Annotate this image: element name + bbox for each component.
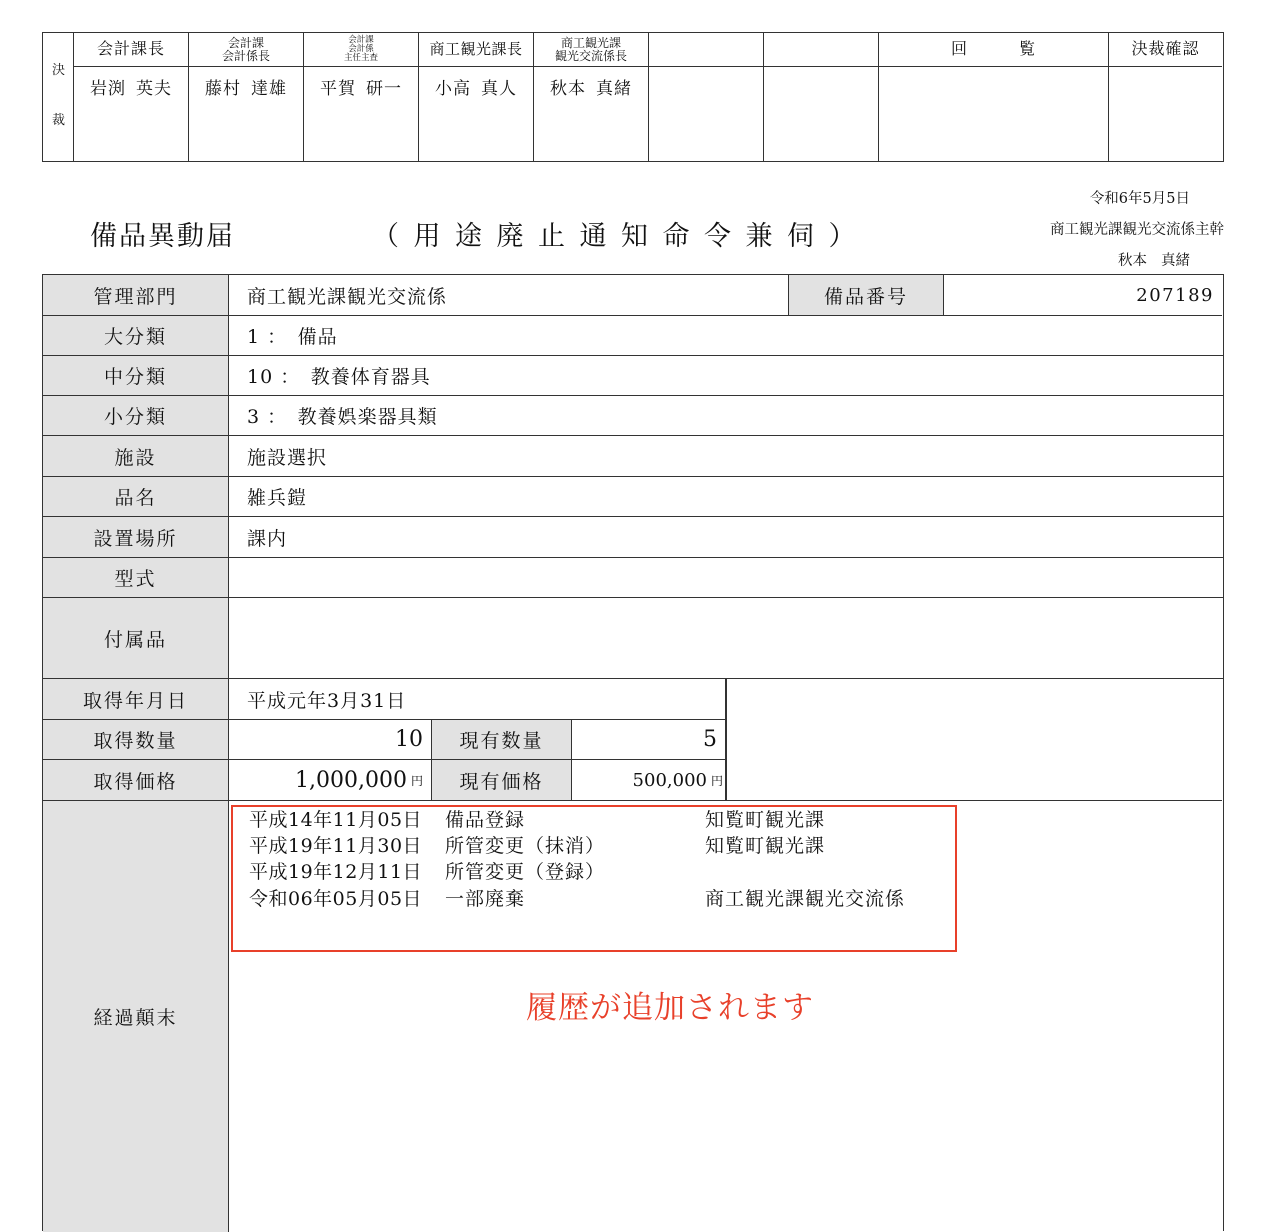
history-box (231, 805, 957, 952)
label-acquired-quantity: 取得数量 (43, 720, 229, 760)
equipment-number-value: 207189 (944, 275, 1222, 316)
approver-name: 小高 真人 (435, 79, 517, 99)
approver-name: 平賀 研一 (320, 79, 402, 99)
approval-col-commerce-chief: 商工観光課長 小高 真人 (419, 33, 534, 161)
approval-table (42, 32, 1224, 162)
label-major-category: 大分類 (43, 316, 229, 356)
approval-col-circulation: 回 覧 (879, 33, 1109, 161)
yen-unit: 円 (710, 773, 723, 788)
approval-col-blank-1 (649, 33, 764, 161)
approver-name: 藤村 達雄 (205, 79, 287, 99)
approval-col-accounting-chief: 会計課長 岩渕 英夫 (74, 33, 189, 161)
label-current-quantity: 現有数量 (432, 720, 572, 760)
issuer-dept: 商工観光課観光交流係主幹 (1050, 222, 1224, 238)
mid-category-value: 10 ： 教養体育器具 (229, 356, 1223, 396)
item-name-value: 雑兵鎧 (229, 477, 1223, 517)
history-row: 令和06年05月05日 一部廃棄 商工観光課観光交流係 (249, 888, 906, 910)
label-current-price: 現有価格 (432, 760, 572, 801)
label-acquisition-price: 取得価格 (43, 760, 229, 801)
dept-value: 商工観光課観光交流係 (229, 275, 789, 316)
location-value: 課内 (229, 517, 1223, 558)
blank-area (726, 679, 1222, 801)
approval-col-final-check: 決裁確認 (1109, 33, 1222, 161)
yen-unit: 円 (410, 773, 423, 788)
annotation-note: 履歴が追加されます (526, 990, 814, 1026)
major-category-value: 1 ： 備品 (229, 316, 1223, 356)
acquisition-price-cell (229, 760, 432, 801)
label-model: 型式 (43, 558, 229, 598)
approval-col-blank-2 (764, 33, 879, 161)
issuer-block (1050, 184, 1224, 277)
label-accessories: 付属品 (43, 598, 229, 679)
history-row: 平成19年11月30日 所管変更（抹消） 知覧町観光課 (249, 835, 826, 857)
label-item-name: 品名 (43, 477, 229, 517)
history-row: 平成14年11月05日 備品登録 知覧町観光課 (249, 809, 826, 831)
model-value (229, 558, 1223, 598)
approval-col-accounting-inspector: 会計課 会計係 主任主査 平賀 研一 (304, 33, 419, 161)
approver-name: 岩渕 英夫 (90, 79, 172, 99)
approval-side-label: 決 裁 (43, 33, 74, 161)
facility-value: 施設選択 (229, 436, 1223, 477)
current-quantity-value: 5 (572, 720, 726, 760)
approval-col-accounting-head: 会計課 会計係長 藤村 達雄 (189, 33, 304, 161)
history-row: 平成19年12月11日 所管変更（登録） (249, 861, 606, 883)
label-history: 経過顛末 (43, 801, 229, 1232)
document-subtitle: （用途廃止通知命令兼伺） (372, 221, 870, 252)
label-location: 設置場所 (43, 517, 229, 558)
current-price-cell (572, 760, 726, 801)
label-acquisition-date: 取得年月日 (43, 679, 229, 720)
minor-category-value: 3 ： 教養娯楽器具類 (229, 396, 1223, 436)
issue-date: 令和6年5月5日 (1089, 191, 1190, 207)
label-facility: 施設 (43, 436, 229, 477)
acquisition-date-value: 平成元年3月31日 (229, 679, 726, 720)
approver-name: 秋本 真緒 (550, 79, 632, 99)
label-mid-category: 中分類 (43, 356, 229, 396)
approval-col-tourism-head: 商工観光課 観光交流係長 秋本 真緒 (534, 33, 649, 161)
current-price-value: 500,000 (632, 769, 707, 791)
acquisition-price-value: 1,000,000 (295, 767, 407, 793)
label-equipment-number: 備品番号 (789, 275, 944, 316)
issuer-name: 秋本 真緒 (1118, 253, 1190, 269)
label-minor-category: 小分類 (43, 396, 229, 436)
acquired-quantity-value: 10 (229, 720, 432, 760)
accessories-value (229, 598, 1223, 679)
equipment-form (42, 274, 1224, 1231)
label-dept: 管理部門 (43, 275, 229, 316)
document-title: 備品異動届 (90, 221, 235, 252)
